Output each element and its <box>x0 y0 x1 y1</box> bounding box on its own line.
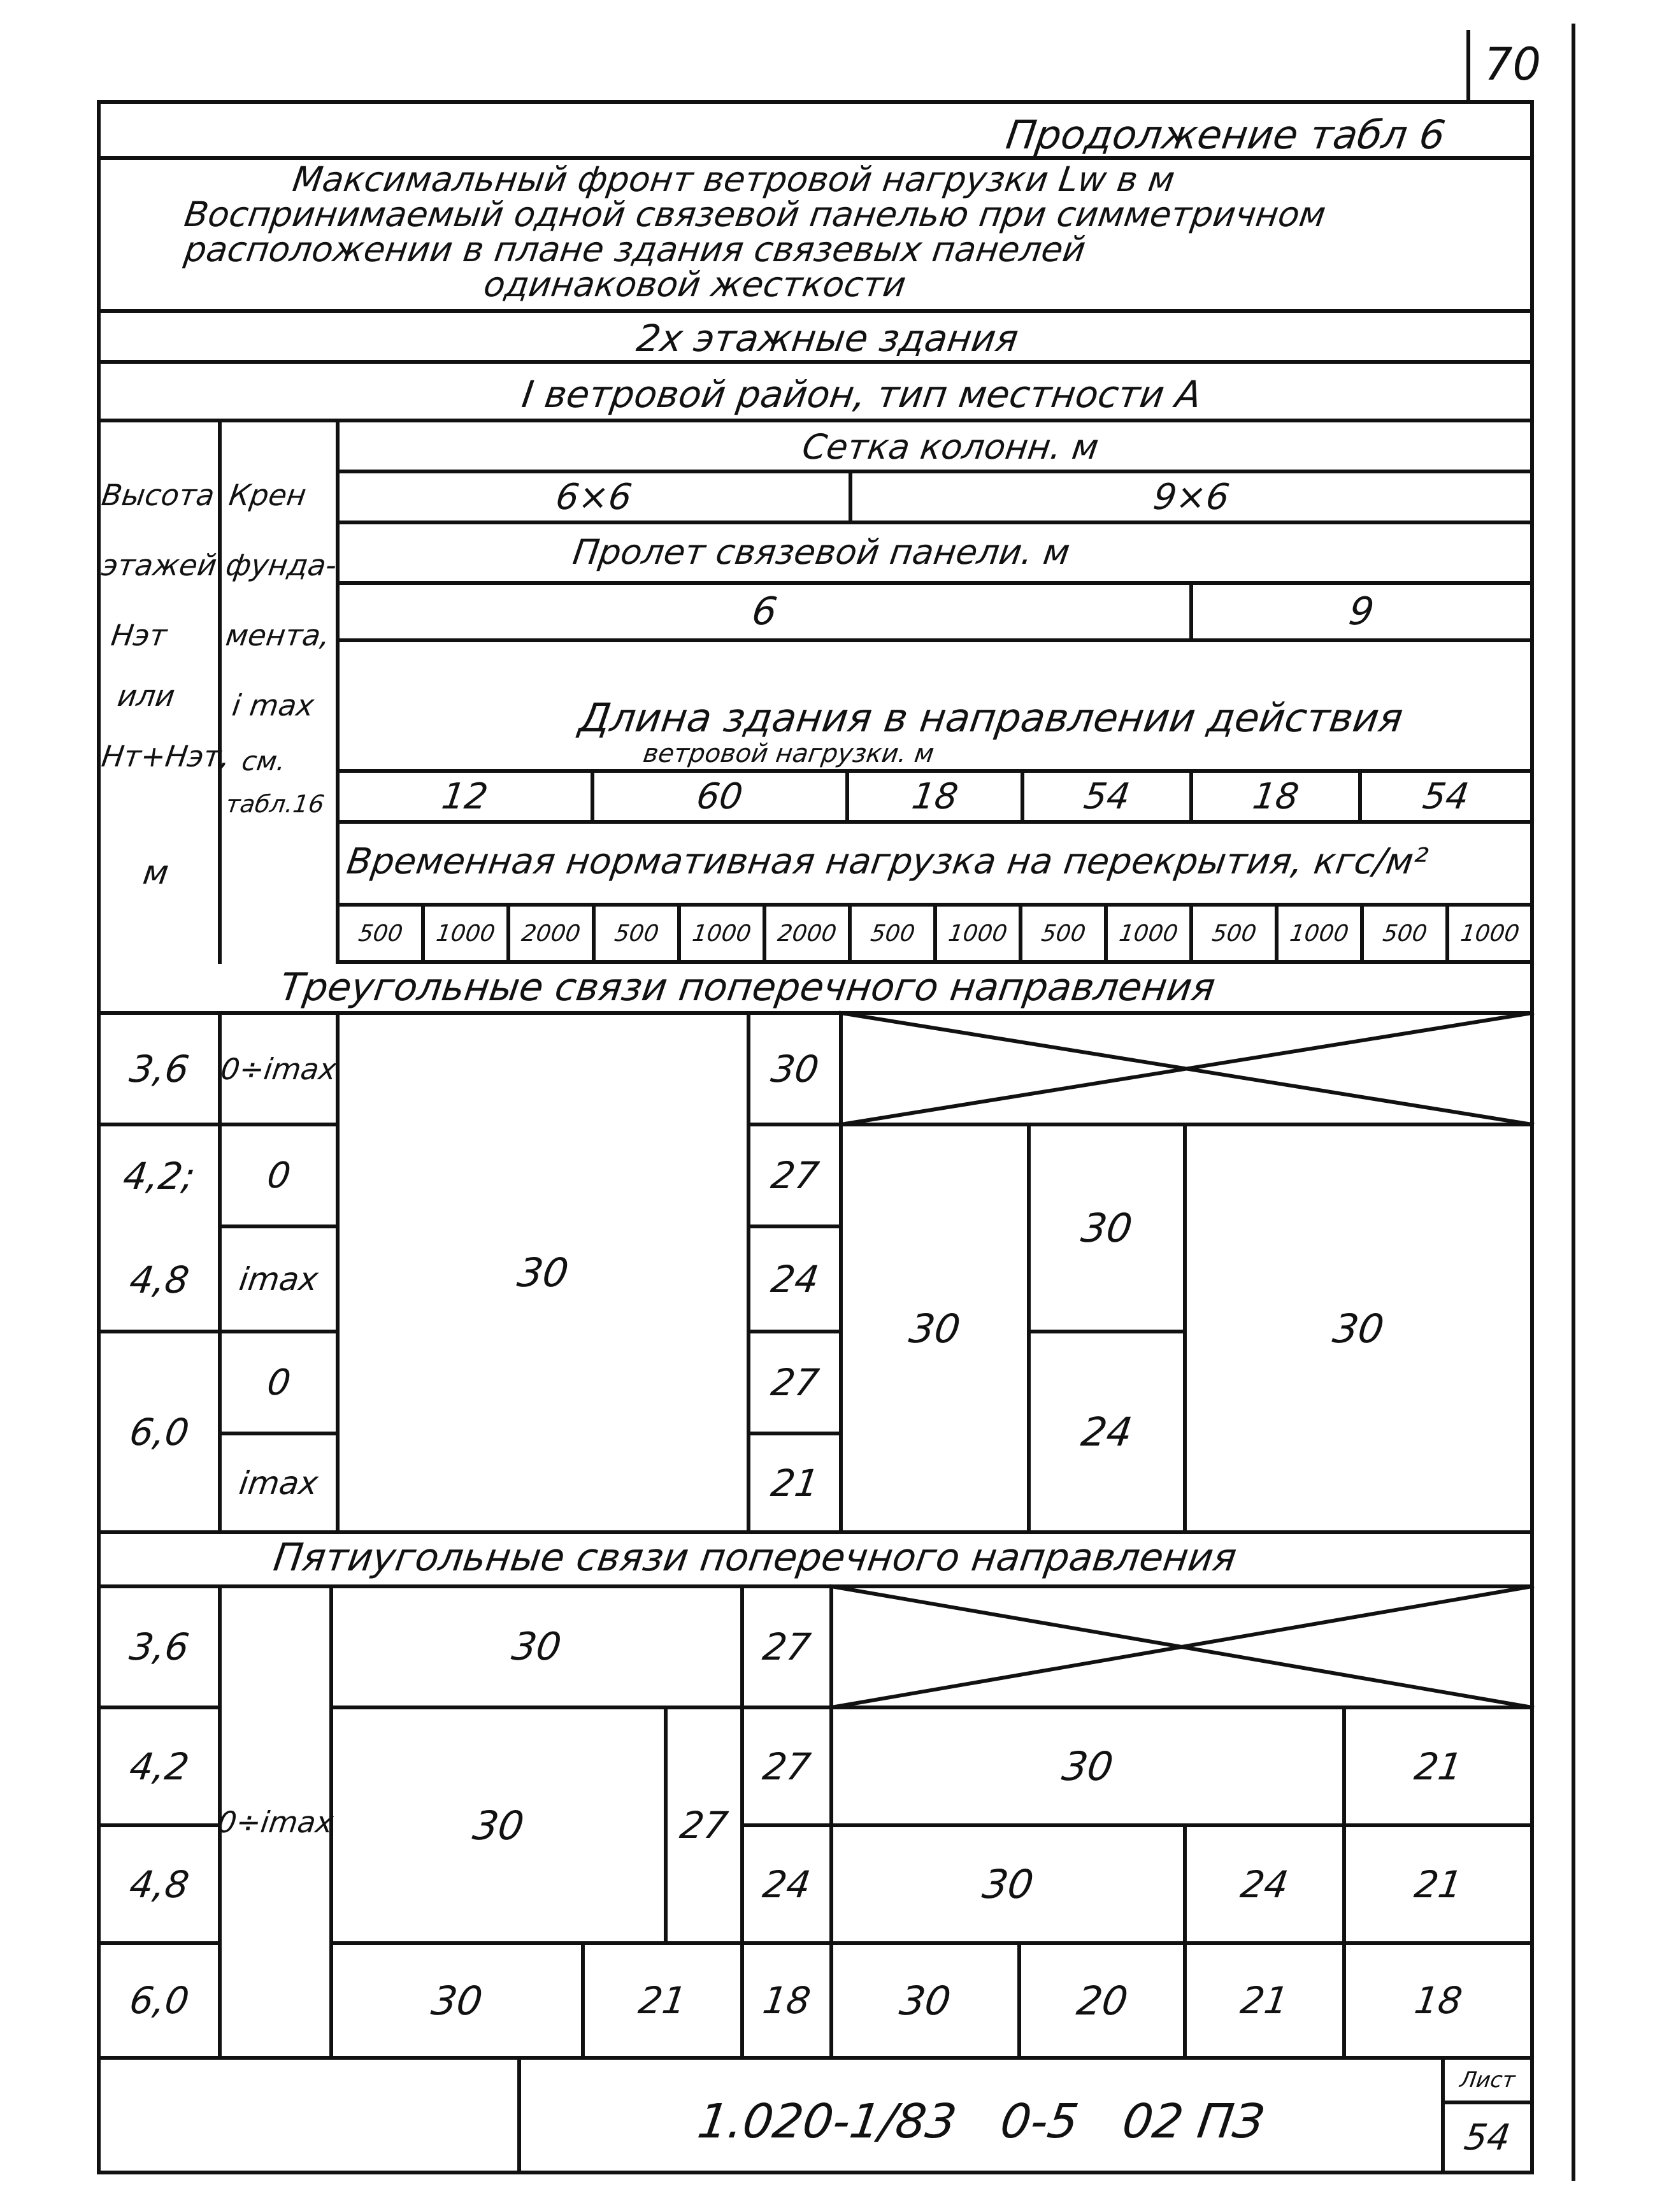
header-tilt-6: табл.16 <box>224 790 326 818</box>
length-value-3: 18 <box>909 775 961 817</box>
load-value: 500 <box>1210 920 1258 947</box>
section2-value: 18 <box>760 1979 813 2022</box>
header-height-1: Высота <box>99 478 217 512</box>
section1-height: 6,0 <box>127 1410 192 1454</box>
load-value: 2000 <box>520 920 582 947</box>
sheet-number: 54 <box>1461 2116 1514 2158</box>
document-code: 1.020-1/83 0-5 02 ПЗ <box>694 2094 1268 2149</box>
section2-value: 30 <box>979 1861 1037 1907</box>
section1-title: Треугольные связи поперечного направления <box>277 965 1218 1010</box>
length-value-2: 60 <box>694 775 746 817</box>
section2-height: 3,6 <box>127 1625 192 1669</box>
section2-value: 30 <box>509 1625 564 1669</box>
header-tilt-4: i max <box>230 688 317 722</box>
section2-value: 27 <box>677 1804 731 1847</box>
section1-tilt: 0 <box>264 1361 293 1404</box>
load-value: 1000 <box>691 920 753 947</box>
wind-region: I ветровой район, тип местности А <box>519 373 1205 416</box>
section1-right-value: 30 <box>1329 1305 1387 1352</box>
section2-value: 27 <box>760 1625 813 1669</box>
section2-value: 27 <box>760 1744 813 1788</box>
section2-value: 30 <box>428 1977 486 2024</box>
section1-col-value: 24 <box>768 1257 822 1301</box>
header-tilt-5: см. <box>240 745 288 777</box>
section2-value: 18 <box>1411 1979 1465 2022</box>
header-tilt-1: Крен <box>227 478 309 512</box>
length-value-4: 54 <box>1081 775 1133 817</box>
length-label-1: Длина здания в направлении действия <box>576 694 1406 741</box>
header-height-6: м <box>140 854 171 892</box>
section2-value: 21 <box>1238 1979 1291 2022</box>
load-value: 1000 <box>947 920 1009 947</box>
section2-value: 30 <box>1059 1743 1117 1790</box>
title-line-2: Воспринимаемый одной связевой панелью при симметричном <box>182 194 1329 234</box>
span-value-6: 6 <box>749 589 780 634</box>
section2-height: 6,0 <box>127 1979 192 2022</box>
length-label-2: ветровой нагрузки. м <box>641 739 936 768</box>
load-value: 2000 <box>776 920 838 947</box>
load-value: 500 <box>1380 920 1429 947</box>
load-value: 1000 <box>1288 920 1351 947</box>
section2-height: 4,8 <box>127 1862 192 1906</box>
section2-value: 21 <box>1411 1744 1465 1788</box>
span-value-9: 9 <box>1346 589 1377 634</box>
section1-mid-value: 30 <box>906 1305 964 1352</box>
section1-height: 4,8 <box>127 1258 192 1302</box>
title-line-3: расположении в плане здания связевых панелей <box>182 229 1088 269</box>
span-label: Пролет связевой панели. м <box>570 532 1073 572</box>
load-value: 1000 <box>1458 920 1521 947</box>
sheet-label: Лист <box>1458 2067 1517 2093</box>
load-label: Временная нормативная нагрузка на перекрытия, кгс/м² <box>344 841 1431 882</box>
section2-value: 24 <box>1238 1862 1291 1906</box>
section1-tilt: imax <box>237 1464 320 1502</box>
section1-col-value: 30 <box>768 1047 822 1091</box>
length-value-6: 54 <box>1420 775 1472 817</box>
header-height-5: Нт+Нэт, <box>99 739 233 773</box>
continuation-label: Продолжение табл 6 <box>1003 111 1449 158</box>
load-value: 1000 <box>434 920 497 947</box>
header-height-3: Нэт <box>109 618 169 652</box>
section1-height: 4,2; <box>120 1154 198 1198</box>
section1-col-value: 21 <box>768 1461 822 1505</box>
header-tilt-3: мента, <box>224 618 333 652</box>
section1-col-value: 27 <box>768 1154 822 1197</box>
section2-value: 30 <box>469 1802 527 1849</box>
section1-tilt: 0 <box>264 1154 293 1196</box>
section2-value: 21 <box>1411 1862 1465 1906</box>
load-value: 1000 <box>1117 920 1180 947</box>
grid-label: Сетка колонн. м <box>799 427 1101 467</box>
section2-value: 30 <box>896 1977 954 2024</box>
title-line-4: одинаковой жесткости <box>481 264 908 305</box>
length-value-1: 12 <box>439 775 491 817</box>
section2-value: 20 <box>1073 1977 1131 2024</box>
load-value: 500 <box>356 920 405 947</box>
title-line-1: Максимальный фронт ветровой нагрузки Lw в м <box>290 159 1177 199</box>
header-height-4: или <box>115 679 177 713</box>
header-height-2: этажей <box>99 548 219 582</box>
page-number: 70 <box>1484 38 1542 90</box>
section1-height: 3,6 <box>127 1047 192 1091</box>
length-value-5: 18 <box>1250 775 1301 817</box>
load-value: 500 <box>612 920 661 947</box>
section1-tilt: 0÷imax <box>219 1051 339 1086</box>
grid-value-6x6: 6×6 <box>553 476 635 518</box>
section1-sub-value: 30 <box>1078 1205 1136 1251</box>
section2-title: Пятиугольные связи поперечного направления <box>271 1535 1240 1580</box>
section2-tilt: 0÷imax <box>215 1805 336 1839</box>
header-tilt-2: фунда- <box>224 548 340 582</box>
section1-tilt: imax <box>237 1260 320 1298</box>
section1-sub-value: 24 <box>1078 1409 1136 1455</box>
building-type: 2х этажные здания <box>634 317 1021 360</box>
section1-col-value: 27 <box>768 1361 822 1404</box>
grid-value-9x6: 9×6 <box>1150 476 1232 518</box>
section1-big-value: 30 <box>514 1249 572 1296</box>
load-value: 500 <box>1039 920 1087 947</box>
load-value: 500 <box>868 920 917 947</box>
section2-height: 4,2 <box>127 1744 192 1788</box>
section2-value: 24 <box>760 1862 813 1906</box>
section2-value: 21 <box>636 1979 689 2022</box>
